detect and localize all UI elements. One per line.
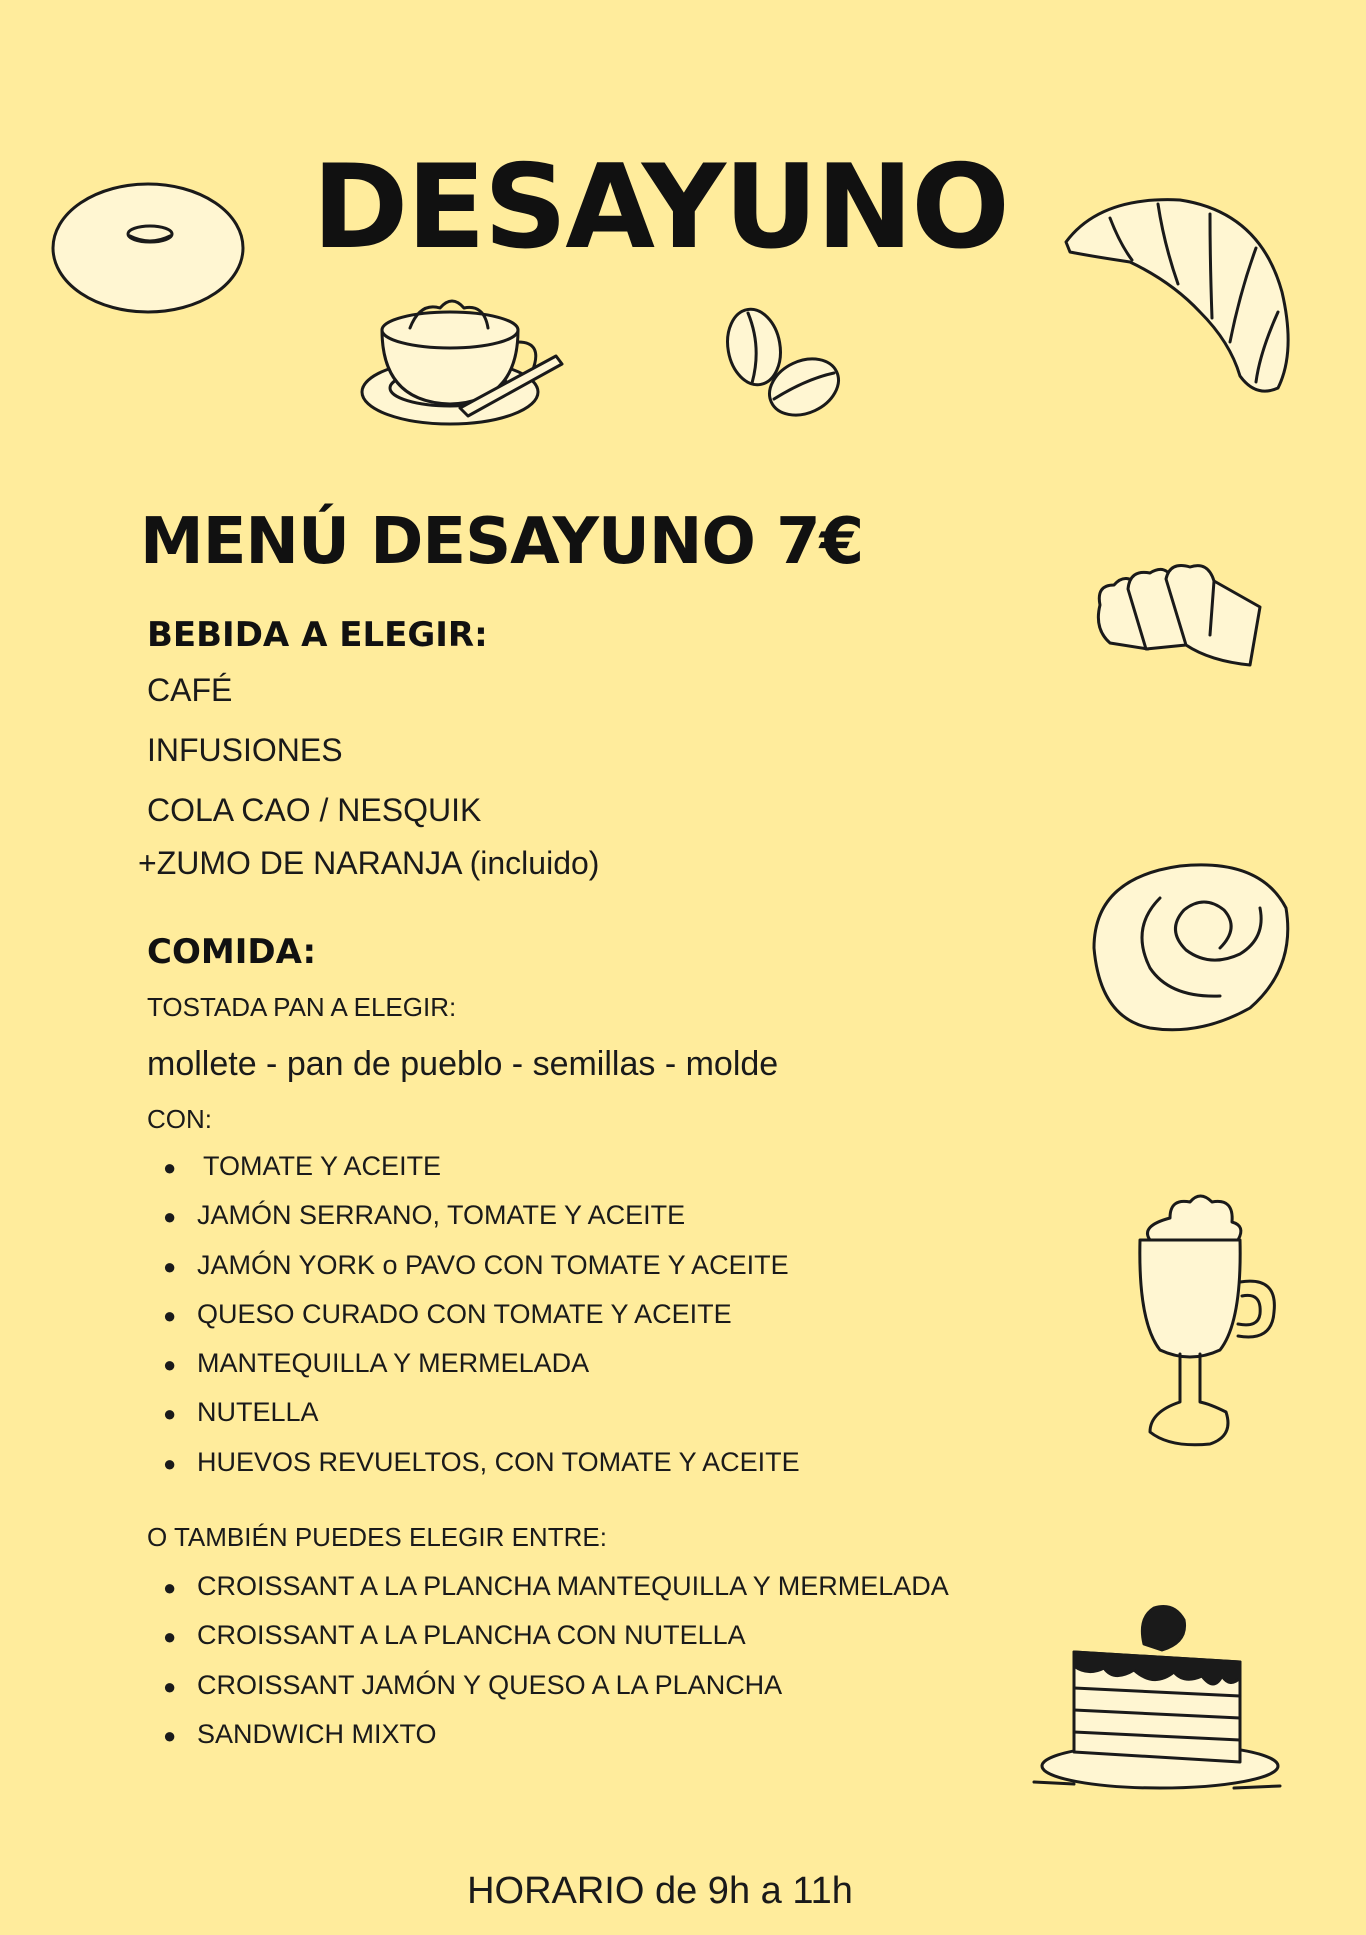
list-item: ● SANDWICH MIXTO bbox=[163, 1710, 949, 1759]
bullet-icon: ● bbox=[163, 1575, 177, 1600]
bullet-icon: ● bbox=[163, 1204, 177, 1230]
menu-title: MENÚ DESAYUNO 7€ bbox=[140, 505, 864, 579]
bullet-icon: ● bbox=[163, 1352, 177, 1378]
bullet-icon: ● bbox=[163, 1450, 177, 1476]
list-item: ● NUTELLA bbox=[163, 1388, 800, 1437]
bullet-icon: ● bbox=[163, 1624, 177, 1650]
alternatives-label: O TAMBIÉN PUEDES ELEGIR ENTRE: bbox=[147, 1522, 607, 1552]
bullet-icon: ● bbox=[163, 1155, 177, 1180]
list-item: ● CROISSANT JAMÓN Y QUESO A LA PLANCHA bbox=[163, 1661, 949, 1710]
page-title: DESAYUNO bbox=[312, 140, 1008, 275]
cake-slice-icon bbox=[1034, 1592, 1280, 1792]
coffee-beans-icon bbox=[722, 305, 842, 425]
bullet-icon: ● bbox=[163, 1722, 177, 1748]
toppings-list bbox=[163, 1142, 800, 1487]
list-item: ● QUESO CURADO CON TOMATE Y ACEITE bbox=[163, 1290, 800, 1339]
cinnamon-roll-icon bbox=[1090, 858, 1294, 1036]
list-item: ● CROISSANT A LA PLANCHA CON NUTELLA bbox=[163, 1611, 949, 1660]
bullet-icon: ● bbox=[163, 1302, 177, 1328]
bullet-icon: ● bbox=[163, 1673, 177, 1699]
toast-slices-icon bbox=[1090, 565, 1260, 675]
bullet-icon: ● bbox=[163, 1253, 177, 1279]
list-item: ● MANTEQUILLA Y MERMELADA bbox=[163, 1339, 800, 1388]
croissant-icon bbox=[1060, 192, 1296, 398]
drink-item: CAFÉ bbox=[147, 672, 233, 708]
alternatives-list bbox=[163, 1562, 949, 1759]
bullet-icon: ● bbox=[163, 1401, 177, 1427]
food-heading: COMIDA: bbox=[147, 932, 317, 972]
opening-hours: HORARIO de 9h a 11h bbox=[467, 1870, 853, 1912]
list-item: ● CROISSANT A LA PLANCHA MANTEQUILLA Y MERMELADA bbox=[163, 1562, 949, 1611]
drink-item: COLA CAO / NESQUIK bbox=[147, 792, 482, 828]
drink-item: +ZUMO DE NARANJA (incluido) bbox=[138, 845, 600, 881]
coffee-cup-icon bbox=[360, 292, 566, 432]
toast-label: TOSTADA PAN A ELEGIR: bbox=[147, 992, 457, 1022]
list-item: ● JAMÓN YORK o PAVO CON TOMATE Y ACEITE bbox=[163, 1241, 800, 1290]
list-item: ● JAMÓN SERRANO, TOMATE Y ACEITE bbox=[163, 1191, 800, 1240]
drink-item: INFUSIONES bbox=[147, 732, 343, 768]
list-item: ● HUEVOS REVUELTOS, CON TOMATE Y ACEITE bbox=[163, 1438, 800, 1487]
list-item: ● TOMATE Y ACEITE bbox=[163, 1142, 800, 1191]
bread-options: mollete - pan de pueblo - semillas - molde bbox=[147, 1045, 779, 1083]
drinks-heading: BEBIDA A ELEGIR: bbox=[147, 615, 488, 655]
latte-glass-icon bbox=[1130, 1192, 1280, 1470]
donut-icon bbox=[50, 180, 246, 316]
with-label: CON: bbox=[147, 1104, 212, 1134]
